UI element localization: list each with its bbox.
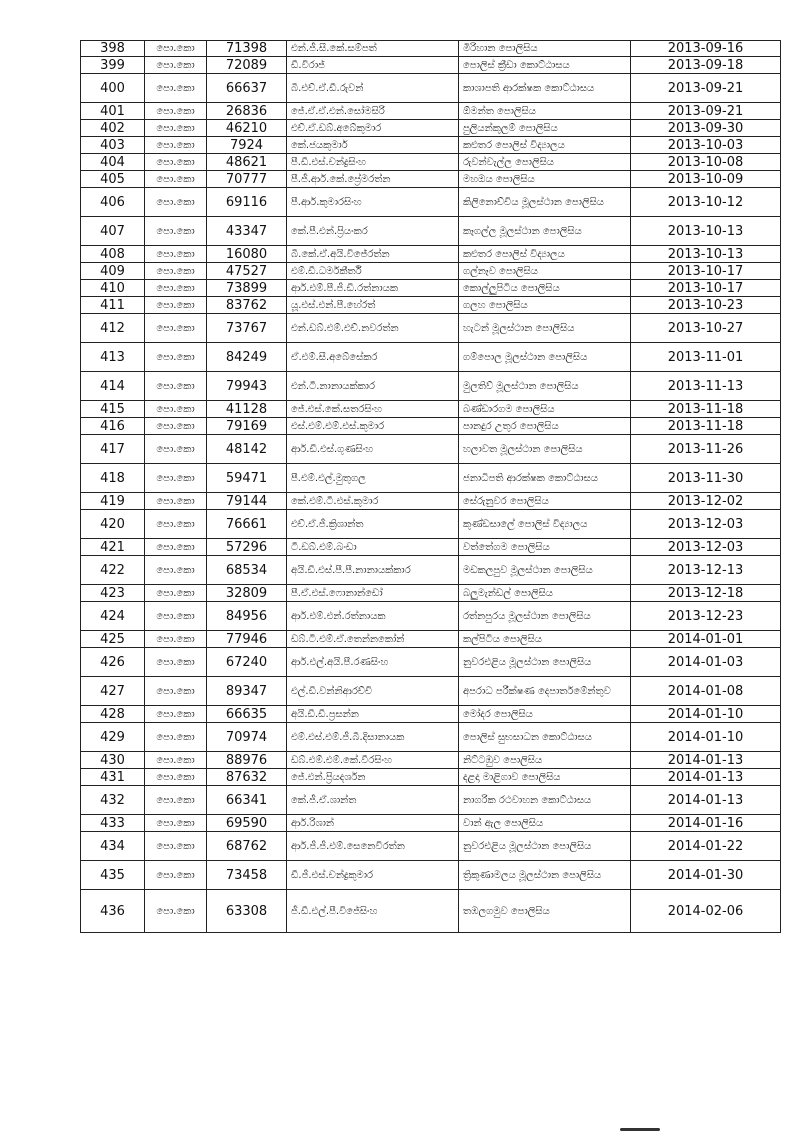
officer-name: ටී.ඩබ්.එම්.බංඩා <box>287 539 459 556</box>
station-name: කුණ්ඩසාලේ පොලිස් විද්‍යාලය <box>459 510 631 539</box>
reg-number: 69590 <box>207 815 287 832</box>
rank-cell: පො.කො <box>145 464 207 493</box>
officer-name: ජී.ඩී.එල්.පී.විජේසිංහ <box>287 890 459 933</box>
row-number: 407 <box>81 217 145 246</box>
rank-cell: පො.කො <box>145 263 207 280</box>
rank-cell: පො.කො <box>145 435 207 464</box>
transfer-date: 2014-01-10 <box>631 723 781 752</box>
table-row <box>81 786 781 815</box>
transfer-date: 2014-01-01 <box>631 631 781 648</box>
station-name: පොලිස් ක්‍රීඩා කොට්ඨාසය <box>459 57 631 74</box>
table-row <box>81 723 781 752</box>
station-name: දළදා මාළිගාව පොලිසිය <box>459 769 631 786</box>
officer-name: එච්.ඒ.ජී.ක්‍රිශාන්ත <box>287 510 459 539</box>
row-number: 415 <box>81 401 145 418</box>
reg-number: 48621 <box>207 154 287 171</box>
station-name: කල්පිටිය පොලිසිය <box>459 631 631 648</box>
officer-name: එන්.ජී.සී.කේ.සම්පත් <box>287 41 459 57</box>
reg-number: 79943 <box>207 372 287 401</box>
officer-name: ඩී.විරාජ් <box>287 57 459 74</box>
rank-cell: පො.කො <box>145 832 207 861</box>
reg-number: 26836 <box>207 103 287 120</box>
reg-number: 48142 <box>207 435 287 464</box>
rank-cell: පො.කො <box>145 41 207 57</box>
station-name: කොල්ලුපිටිය පොලිසිය <box>459 280 631 297</box>
table-row <box>81 137 781 154</box>
transfer-date: 2013-10-13 <box>631 246 781 263</box>
reg-number: 88976 <box>207 752 287 769</box>
table-row <box>81 314 781 343</box>
table-row <box>81 418 781 435</box>
rank-cell: පො.කො <box>145 103 207 120</box>
table-row <box>81 188 781 217</box>
table-row <box>81 706 781 723</box>
reg-number: 79169 <box>207 418 287 435</box>
officer-name: එච්.ඒ.ඩබ්.අබේකුමාර <box>287 120 459 137</box>
table-row <box>81 677 781 706</box>
officer-name: එම්.එස්.එම්.ජී.බී.දිසානායක <box>287 723 459 752</box>
transfer-date: 2014-01-16 <box>631 815 781 832</box>
transfer-date: 2013-10-03 <box>631 137 781 154</box>
rank-cell: පො.කො <box>145 74 207 103</box>
row-number: 425 <box>81 631 145 648</box>
station-name: කාශාපති ආරක්ෂක කොට්ඨාසය <box>459 74 631 103</box>
rank-cell: පො.කො <box>145 314 207 343</box>
table-row <box>81 401 781 418</box>
table-row <box>81 556 781 585</box>
rank-cell: පො.කො <box>145 602 207 631</box>
officer-name: අයි.ඩී.ඩී.ප්‍රසන්න <box>287 706 459 723</box>
reg-number: 89347 <box>207 677 287 706</box>
rank-cell: පො.කො <box>145 154 207 171</box>
row-number: 435 <box>81 861 145 890</box>
row-number: 408 <box>81 246 145 263</box>
transfer-date: 2013-12-03 <box>631 510 781 539</box>
reg-number: 68534 <box>207 556 287 585</box>
reg-number: 32809 <box>207 585 287 602</box>
rank-cell: පො.කො <box>145 171 207 188</box>
transfer-date: 2014-01-08 <box>631 677 781 706</box>
reg-number: 70777 <box>207 171 287 188</box>
transfer-date: 2013-09-18 <box>631 57 781 74</box>
reg-number: 16080 <box>207 246 287 263</box>
officer-name: ආර්.රිශාන් <box>287 815 459 832</box>
table-row <box>81 74 781 103</box>
transfer-date: 2013-12-03 <box>631 539 781 556</box>
transfer-date: 2013-09-16 <box>631 41 781 57</box>
transfer-date: 2013-10-12 <box>631 188 781 217</box>
transfer-date: 2013-10-27 <box>631 314 781 343</box>
transfer-date: 2013-10-23 <box>631 297 781 314</box>
table-row <box>81 280 781 297</box>
table-row <box>81 631 781 648</box>
reg-number: 73767 <box>207 314 287 343</box>
table-row <box>81 832 781 861</box>
officer-name: ආර්.ඩී.එස්.ගුණසිංහ <box>287 435 459 464</box>
transfer-date: 2013-11-13 <box>631 372 781 401</box>
table-row <box>81 815 781 832</box>
officer-name: පී.ඒ.එස්.ෆොනාන්ඩෝ <box>287 585 459 602</box>
table-row <box>81 297 781 314</box>
station-name: කළුතර පොලිස් විද්‍යාලය <box>459 137 631 154</box>
station-name: මෝදර පොලිසිය <box>459 706 631 723</box>
station-name: තඹලගමුව පොලිසිය <box>459 890 631 933</box>
row-number: 426 <box>81 648 145 677</box>
transfer-date: 2013-11-18 <box>631 401 781 418</box>
reg-number: 67240 <box>207 648 287 677</box>
row-number: 433 <box>81 815 145 832</box>
rank-cell: පො.කො <box>145 510 207 539</box>
transfer-date: 2013-10-17 <box>631 280 781 297</box>
transfer-date: 2013-09-30 <box>631 120 781 137</box>
table-row <box>81 372 781 401</box>
transfer-date: 2013-09-21 <box>631 103 781 120</box>
table-row <box>81 890 781 933</box>
transfer-date: 2013-09-21 <box>631 74 781 103</box>
transfer-date: 2013-12-23 <box>631 602 781 631</box>
row-number: 409 <box>81 263 145 280</box>
rank-cell: පො.කො <box>145 648 207 677</box>
row-number: 413 <box>81 343 145 372</box>
reg-number: 69116 <box>207 188 287 217</box>
officer-name: ජේ.ඒ.ඒ.එන්.සෝමසිරි <box>287 103 459 120</box>
transfer-date: 2013-12-02 <box>631 493 781 510</box>
rank-cell: පො.කො <box>145 815 207 832</box>
officer-name: කේ.ජයකුමාර් <box>287 137 459 154</box>
station-name: ගම්පොල මූලස්ථාන පොලිසිය <box>459 343 631 372</box>
reg-number: 43347 <box>207 217 287 246</box>
officer-name: ආර්.එම්.එන්.රත්නායක <box>287 602 459 631</box>
rank-cell: පො.කො <box>145 372 207 401</box>
reg-number: 83762 <box>207 297 287 314</box>
row-number: 428 <box>81 706 145 723</box>
reg-number: 79144 <box>207 493 287 510</box>
rank-cell: පො.කො <box>145 493 207 510</box>
reg-number: 76661 <box>207 510 287 539</box>
transfer-date: 2013-11-01 <box>631 343 781 372</box>
rank-cell: පො.කො <box>145 137 207 154</box>
row-number: 398 <box>81 41 145 57</box>
officer-name: එස්.එම්.එම්.එස්.කුමාර <box>287 418 459 435</box>
officer-name: ආර්.ජී.ජී.එම්.සෙනෙවිරත්න <box>287 832 459 861</box>
table-row <box>81 602 781 631</box>
row-number: 436 <box>81 890 145 933</box>
transfer-date: 2014-01-13 <box>631 786 781 815</box>
rank-cell: පො.කො <box>145 297 207 314</box>
row-number: 406 <box>81 188 145 217</box>
rank-cell: පො.කො <box>145 723 207 752</box>
rank-cell: පො.කො <box>145 188 207 217</box>
rank-cell: පො.කො <box>145 120 207 137</box>
station-name: ගලහ පොලිසිය <box>459 297 631 314</box>
reg-number: 84249 <box>207 343 287 372</box>
station-name: සේරුනුවර පොලිසිය <box>459 493 631 510</box>
station-name: කිලිනොච්චිය මූලස්ථාන පොලිසිය <box>459 188 631 217</box>
records-table-body <box>81 41 781 933</box>
station-name: වත්තේගම පොලිසිය <box>459 539 631 556</box>
transfer-date: 2014-01-13 <box>631 752 781 769</box>
row-number: 418 <box>81 464 145 493</box>
officer-name: ආර්.එල්.අයි.පී.රණසිංහ <box>287 648 459 677</box>
rank-cell: පො.කො <box>145 677 207 706</box>
station-name: හලාවත මූලස්ථාන පොලිසිය <box>459 435 631 464</box>
rank-cell: පො.කො <box>145 57 207 74</box>
station-name: වාන් ඇල පොලිසිය <box>459 815 631 832</box>
row-number: 405 <box>81 171 145 188</box>
transfer-date: 2013-10-13 <box>631 217 781 246</box>
table-row <box>81 464 781 493</box>
row-number: 430 <box>81 752 145 769</box>
officer-name: කේ.ජී.ඒ.ශාන්ත <box>287 786 459 815</box>
row-number: 399 <box>81 57 145 74</box>
transfer-date: 2013-10-17 <box>631 263 781 280</box>
rank-cell: පො.කො <box>145 280 207 297</box>
rank-cell: පො.කො <box>145 401 207 418</box>
table-row <box>81 493 781 510</box>
officer-name: එන්.ඩබ්.එම්.එච්.නවරත්න <box>287 314 459 343</box>
rank-cell: පො.කො <box>145 585 207 602</box>
station-name: මහඔය පොලිසිය <box>459 171 631 188</box>
row-number: 427 <box>81 677 145 706</box>
transfer-date: 2014-02-06 <box>631 890 781 933</box>
rank-cell: පො.කො <box>145 786 207 815</box>
row-number: 404 <box>81 154 145 171</box>
station-name: රත්නපුරය මූලස්ථාන පොලිසිය <box>459 602 631 631</box>
reg-number: 73899 <box>207 280 287 297</box>
reg-number: 47527 <box>207 263 287 280</box>
officer-name: ඩබ්.එම්.එම්.කේ.වීරසිංහ <box>287 752 459 769</box>
rank-cell: පො.කො <box>145 343 207 372</box>
officer-name: කේ.පී.එන්.ප්‍රියංකර <box>287 217 459 246</box>
officer-name: ආර්.එම්.පී.ජී.ඩී.රත්නායක <box>287 280 459 297</box>
transfer-date: 2014-01-30 <box>631 861 781 890</box>
officer-name: පී.ජී.ආර්.කේ.ප්‍රේමරත්න <box>287 171 459 188</box>
row-number: 423 <box>81 585 145 602</box>
station-name: මඩකලපුව මූලස්ථාන පොලිසිය <box>459 556 631 585</box>
station-name: පුලියන්කුලම් පොලිසිය <box>459 120 631 137</box>
station-name: ජනාධිපති ආරක්ෂක කොට්ඨාසය <box>459 464 631 493</box>
officer-name: එන්.ටී.නානායක්කාර <box>287 372 459 401</box>
rank-cell: පො.කො <box>145 861 207 890</box>
reg-number: 71398 <box>207 41 287 57</box>
station-name: මිරිහාන පොලිසිය <box>459 41 631 57</box>
reg-number: 41128 <box>207 401 287 418</box>
station-name: මුලතිව් මූලස්ථාන පොලිසිය <box>459 372 631 401</box>
row-number: 414 <box>81 372 145 401</box>
reg-number: 72089 <box>207 57 287 74</box>
row-number: 434 <box>81 832 145 861</box>
reg-number: 57296 <box>207 539 287 556</box>
officer-name: කේ.එම්.ටී.එස්.කුමාර <box>287 493 459 510</box>
reg-number: 46210 <box>207 120 287 137</box>
table-row <box>81 171 781 188</box>
transfer-date: 2013-10-09 <box>631 171 781 188</box>
transfer-date: 2014-01-10 <box>631 706 781 723</box>
transfer-date: 2013-11-26 <box>631 435 781 464</box>
table-row <box>81 648 781 677</box>
officer-name: අයි.ඩී.එස්.පී.පී.නානායක්කාර <box>287 556 459 585</box>
station-name: නිට්ටඹුව පොලිසිය <box>459 752 631 769</box>
officer-name: ඩබ්.ටී.එම්.ඒ.තෙන්නකෝන් <box>287 631 459 648</box>
table-row <box>81 246 781 263</box>
table-row <box>81 769 781 786</box>
officer-name: එල්.ඩී.වන්නිආරච්චි <box>287 677 459 706</box>
table-row <box>81 585 781 602</box>
row-number: 401 <box>81 103 145 120</box>
officer-name: පී.එම්.එල්.මුතුගල <box>287 464 459 493</box>
transfer-date: 2014-01-03 <box>631 648 781 677</box>
rank-cell: පො.කො <box>145 539 207 556</box>
row-number: 417 <box>81 435 145 464</box>
officer-name: යූ.එස්.එන්.පී.හේරත් <box>287 297 459 314</box>
transfer-date: 2013-12-18 <box>631 585 781 602</box>
reg-number: 66341 <box>207 786 287 815</box>
row-number: 412 <box>81 314 145 343</box>
row-number: 416 <box>81 418 145 435</box>
reg-number: 66637 <box>207 74 287 103</box>
officer-name: එම්.ඩී.ධර්මකීර්ති <box>287 263 459 280</box>
table-row <box>81 41 781 57</box>
officer-name: බී.එච්.ඒ.ඩී.රුවන් <box>287 74 459 103</box>
transfer-date: 2013-11-30 <box>631 464 781 493</box>
row-number: 431 <box>81 769 145 786</box>
reg-number: 84956 <box>207 602 287 631</box>
transfer-date: 2014-01-13 <box>631 769 781 786</box>
station-name: අපරාධ පරීක්ෂණ දෙපාර්තමේන්තුව <box>459 677 631 706</box>
station-name: නාගරික රථවාහන කොට්ඨාසය <box>459 786 631 815</box>
row-number: 403 <box>81 137 145 154</box>
officer-name: ඩී.ජී.එස්.චන්ද්‍රකුමාර <box>287 861 459 890</box>
table-row <box>81 539 781 556</box>
table-row <box>81 120 781 137</box>
officer-name: පී.ඩී.එස්.චන්ද්‍රසිංහ <box>287 154 459 171</box>
reg-number: 63308 <box>207 890 287 933</box>
rank-cell: පො.කො <box>145 246 207 263</box>
station-name: ගල්නෑව පොලිසිය <box>459 263 631 280</box>
row-number: 421 <box>81 539 145 556</box>
rank-cell: පො.කො <box>145 418 207 435</box>
station-name: පොලිස් සුභසාධන කොට්ඨාසය <box>459 723 631 752</box>
officer-name: ඒ.එම්.සී.අබේසේකර <box>287 343 459 372</box>
row-number: 402 <box>81 120 145 137</box>
station-name: කළුතර පොලිස් විද්‍යාලය <box>459 246 631 263</box>
rank-cell: පො.කො <box>145 752 207 769</box>
table-row <box>81 343 781 372</box>
station-name: කෑගල්ල මූලස්ථාන පොලිසිය <box>459 217 631 246</box>
table-row <box>81 263 781 280</box>
officer-name: බී.කේ.ඒ.අයි.විජේරත්න <box>287 246 459 263</box>
reg-number: 77946 <box>207 631 287 648</box>
rank-cell: පො.කො <box>145 706 207 723</box>
page-edge-mark <box>620 1128 660 1131</box>
row-number: 422 <box>81 556 145 585</box>
table-row <box>81 435 781 464</box>
reg-number: 7924 <box>207 137 287 154</box>
reg-number: 59471 <box>207 464 287 493</box>
records-sheet <box>80 40 780 1112</box>
transfer-date: 2014-01-22 <box>631 832 781 861</box>
table-row <box>81 103 781 120</box>
officer-name: ජේ.එස්.කේ.සතරසිංහ <box>287 401 459 418</box>
table-row <box>81 154 781 171</box>
row-number: 410 <box>81 280 145 297</box>
transfer-date: 2013-11-18 <box>631 418 781 435</box>
transfer-date: 2013-12-13 <box>631 556 781 585</box>
row-number: 400 <box>81 74 145 103</box>
station-name: ත්‍රිකුණාමලය මූලස්ථාන පොලිසිය <box>459 861 631 890</box>
officer-name: පී.ආර්.කුමාරසිංහ <box>287 188 459 217</box>
rank-cell: පො.කො <box>145 631 207 648</box>
row-number: 411 <box>81 297 145 314</box>
records-table <box>80 40 781 933</box>
row-number: 419 <box>81 493 145 510</box>
rank-cell: පො.කො <box>145 217 207 246</box>
row-number: 420 <box>81 510 145 539</box>
officer-name: ජේ.එන්.ප්‍රියදර්ශන <box>287 769 459 786</box>
station-name: රුවන්වැල්ල පොලිසිය <box>459 154 631 171</box>
reg-number: 66635 <box>207 706 287 723</box>
reg-number: 68762 <box>207 832 287 861</box>
row-number: 424 <box>81 602 145 631</box>
table-row <box>81 217 781 246</box>
reg-number: 70974 <box>207 723 287 752</box>
reg-number: 73458 <box>207 861 287 890</box>
transfer-date: 2013-10-08 <box>631 154 781 171</box>
table-row <box>81 861 781 890</box>
row-number: 432 <box>81 786 145 815</box>
station-name: නුවරඑළිය මූලස්ථාන පොලිසිය <box>459 648 631 677</box>
table-row <box>81 752 781 769</box>
station-name: බණ්ඩාරගම පොලිසිය <box>459 401 631 418</box>
table-row <box>81 510 781 539</box>
table-row <box>81 57 781 74</box>
row-number: 429 <box>81 723 145 752</box>
rank-cell: පො.කො <box>145 769 207 786</box>
station-name: ඕමන්ත පොලිසිය <box>459 103 631 120</box>
rank-cell: පො.කො <box>145 890 207 933</box>
station-name: බලුමැන්ඩල් පොලිසිය <box>459 585 631 602</box>
station-name: නුවරඑළිය මූලස්ථාන පොලිසිය <box>459 832 631 861</box>
station-name: හැටන් මූලස්ථාන පොලිසිය <box>459 314 631 343</box>
station-name: පානදුර උතුර පොලිසිය <box>459 418 631 435</box>
rank-cell: පො.කො <box>145 556 207 585</box>
reg-number: 87632 <box>207 769 287 786</box>
